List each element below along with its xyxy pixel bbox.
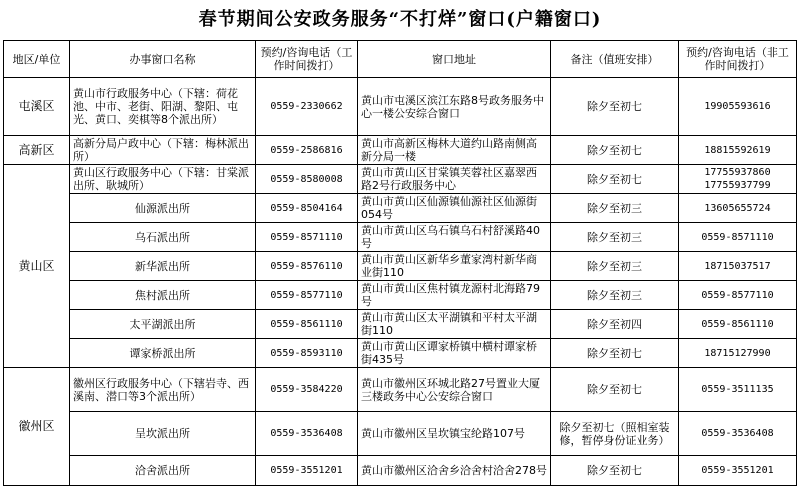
window-name: 呈坎派出所 — [70, 412, 256, 456]
phone-offhours: 0559-8561110 — [679, 310, 797, 339]
window-name: 谭家桥派出所 — [70, 339, 256, 368]
table-header-row — [4, 41, 797, 78]
phone-offhours: 0559-8577110 — [679, 281, 797, 310]
table-row — [4, 339, 797, 368]
duty-note: 除夕至初七 — [551, 136, 679, 165]
header-phone-work: 预约/咨询电话（工作时间拨打） — [256, 41, 358, 78]
phone-offhours: 18815592619 — [679, 136, 797, 165]
duty-note: 除夕至初七 — [551, 165, 679, 194]
phone-work: 0559-8571110 — [256, 223, 358, 252]
phone-offhours: 19905593616 — [679, 78, 797, 136]
service-window-table — [3, 40, 797, 486]
header-note: 备注（值班安排） — [551, 41, 679, 78]
region-cell: 高新区 — [4, 136, 70, 165]
region-cell: 徽州区 — [4, 368, 70, 486]
phone-work: 0559-8580008 — [256, 165, 358, 194]
phone-work: 0559-8561110 — [256, 310, 358, 339]
window-address: 黄山市屯溪区滨江东路8号政务服务中心一楼公安综合窗口 — [358, 78, 551, 136]
window-name: 乌石派出所 — [70, 223, 256, 252]
phone-work: 0559-8504164 — [256, 194, 358, 223]
table-row — [4, 252, 797, 281]
phone-offhours: 0559-3536408 — [679, 412, 797, 456]
phone-offhours: 13605655724 — [679, 194, 797, 223]
window-name: 黄山市行政服务中心（下辖：荷花池、中市、老街、阳湖、黎阳、屯光、黄口、奕棋等8个派出所） — [70, 78, 256, 136]
window-name: 仙源派出所 — [70, 194, 256, 223]
duty-note: 除夕至初三 — [551, 194, 679, 223]
window-address: 黄山市徽州区呈坎镇宝纶路107号 — [358, 412, 551, 456]
phone-offhours: 17755937860 17755937799 — [679, 165, 797, 194]
window-address: 黄山市黄山区新华乡董家湾村新华商业街110 — [358, 252, 551, 281]
duty-note: 除夕至初七 — [551, 456, 679, 486]
window-name: 洽舍派出所 — [70, 456, 256, 486]
window-address: 黄山市徽州区洽舍乡洽舍村洽舍278号 — [358, 456, 551, 486]
window-address: 黄山市黄山区谭家桥镇中横村谭家桥街435号 — [358, 339, 551, 368]
window-name: 太平湖派出所 — [70, 310, 256, 339]
phone-offhours: 0559-8571110 — [679, 223, 797, 252]
phone-offhours: 18715127990 — [679, 339, 797, 368]
window-address: 黄山市徽州区环城北路27号置业大厦三楼政务中心公安综合窗口 — [358, 368, 551, 412]
header-phone-offhours: 预约/咨询电话（非工作时间拨打） — [679, 41, 797, 78]
table-row — [4, 78, 797, 136]
window-name: 高新分局户政中心（下辖：梅林派出所） — [70, 136, 256, 165]
window-name: 徽州区行政服务中心（下辖岩寺、西溪南、潜口等3个派出所） — [70, 368, 256, 412]
window-address: 黄山市高新区梅林大道约山路南侧高新分局一楼 — [358, 136, 551, 165]
header-address: 窗口地址 — [358, 41, 551, 78]
duty-note: 除夕至初三 — [551, 252, 679, 281]
table-row — [4, 310, 797, 339]
phone-work: 0559-8593110 — [256, 339, 358, 368]
table-row — [4, 194, 797, 223]
duty-note: 除夕至初三 — [551, 281, 679, 310]
phone-work: 0559-3584220 — [256, 368, 358, 412]
duty-note: 除夕至初七 — [551, 339, 679, 368]
phone-work: 0559-3536408 — [256, 412, 358, 456]
table-row — [4, 165, 797, 194]
table-row — [4, 368, 797, 412]
table-row — [4, 456, 797, 486]
table-row — [4, 136, 797, 165]
duty-note: 除夕至初四 — [551, 310, 679, 339]
window-address: 黄山市黄山区乌石镇乌石村舒溪路40号 — [358, 223, 551, 252]
duty-note: 除夕至初三 — [551, 223, 679, 252]
region-cell: 黄山区 — [4, 165, 70, 368]
window-address: 黄山市黄山区焦村镇龙源村北海路79号 — [358, 281, 551, 310]
window-name: 黄山区行政服务中心（下辖：甘棠派出所、耿城所） — [70, 165, 256, 194]
duty-note: 除夕至初七（照相室装修，暂停身份证业务） — [551, 412, 679, 456]
phone-work: 0559-2330662 — [256, 78, 358, 136]
window-name: 焦村派出所 — [70, 281, 256, 310]
region-cell: 屯溪区 — [4, 78, 70, 136]
phone-work: 0559-8577110 — [256, 281, 358, 310]
window-address: 黄山市黄山区太平湖镇和平村太平湖街110 — [358, 310, 551, 339]
phone-work: 0559-8576110 — [256, 252, 358, 281]
header-window-name: 办事窗口名称 — [70, 41, 256, 78]
duty-note: 除夕至初七 — [551, 78, 679, 136]
table-row — [4, 223, 797, 252]
phone-work: 0559-3551201 — [256, 456, 358, 486]
window-address: 黄山市黄山区甘棠镇芙蓉社区嘉翠西路2号行政服务中心 — [358, 165, 551, 194]
page-title: 春节期间公安政务服务“不打烊”窗口(户籍窗口) — [198, 9, 602, 30]
window-address: 黄山市黄山区仙源镇仙源社区仙源街054号 — [358, 194, 551, 223]
phone-offhours: 0559-3511135 — [679, 368, 797, 412]
table-row — [4, 281, 797, 310]
window-name: 新华派出所 — [70, 252, 256, 281]
phone-work: 0559-2586816 — [256, 136, 358, 165]
phone-offhours: 0559-3551201 — [679, 456, 797, 486]
table-row — [4, 412, 797, 456]
header-region: 地区/单位 — [4, 41, 70, 78]
phone-offhours: 18715037517 — [679, 252, 797, 281]
duty-note: 除夕至初七 — [551, 368, 679, 412]
